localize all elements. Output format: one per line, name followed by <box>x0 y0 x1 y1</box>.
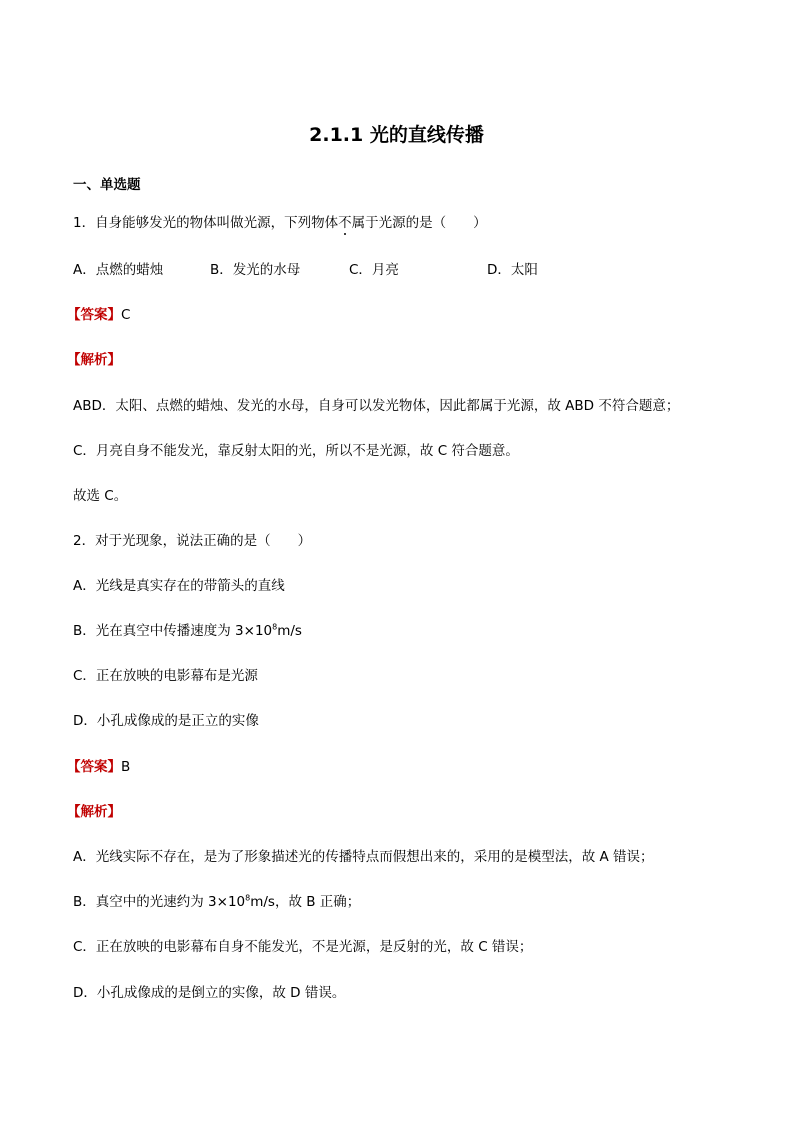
question-1-analysis-line: C．月亮自身不能发光，靠反射太阳的光，所以不是光源，故 C 符合题意。 <box>73 443 519 459</box>
question-2-analysis-b <box>73 892 360 912</box>
analysis-tag: 【解析】 <box>67 352 121 368</box>
question-1-analysis-line: ABD．太阳、点燃的蜡烛、发光的水母，自身可以发光物体，因此都属于光源，故 ABD 不符合题意； <box>73 398 680 414</box>
question-1-answer <box>67 305 130 325</box>
analysis-b-exponent: 8 <box>245 893 251 903</box>
question-2-analysis-d: D．小孔成像成的是倒立的实像，故 D 错误。 <box>73 985 346 1001</box>
question-1-options <box>73 260 723 280</box>
question-2-option-c: C．正在放映的电影幕布是光源 <box>73 668 258 684</box>
question-2-option-d: D．小孔成像成的是正立的实像 <box>73 713 259 729</box>
option-b-exponent: 8 <box>272 622 278 632</box>
section-heading: 一、单选题 <box>73 177 141 193</box>
question-2-stem: 2．对于光现象，说法正确的是（ ） <box>73 533 312 549</box>
question-1-stem-emphasis: 不 <box>338 215 352 231</box>
question-2-analysis-c: C．正在放映的电影幕布自身不能发光，不是光源，是反射的光，故 C 错误； <box>73 939 533 955</box>
analysis-b-pre: B．真空中的光速约为 3×10 <box>73 894 246 910</box>
answer-tag: 【答案】 <box>67 759 121 775</box>
question-2-option-b <box>73 621 302 641</box>
question-1-analysis-line: 故选 C。 <box>73 488 128 504</box>
question-1-stem-post: 属于光源的是（ ） <box>351 215 487 231</box>
question-1-option-d: D．太阳 <box>487 262 538 278</box>
question-2-analysis-a: A．光线实际不存在，是为了形象描述光的传播特点而假想出来的，采用的是模型法，故 A 错误； <box>73 849 654 865</box>
analysis-tag: 【解析】 <box>67 804 121 820</box>
question-2-option-a: A．光线是真实存在的带箭头的直线 <box>73 578 285 594</box>
question-1-stem-pre: 1．自身能够发光的物体叫做光源，下列物体 <box>73 215 339 231</box>
page-title: 2.1.1 光的直线传播 <box>309 124 484 146</box>
option-b-post: m/s <box>277 623 302 639</box>
answer-tag: 【答案】 <box>67 307 121 323</box>
option-b-pre: B．光在真空中传播速度为 3×10 <box>73 623 273 639</box>
question-1-stem <box>73 213 487 233</box>
question-2-analysis-heading <box>67 802 121 822</box>
question-2-answer <box>67 757 130 777</box>
answer-value: C <box>121 307 131 323</box>
question-1-option-c: C．月亮 <box>349 262 399 278</box>
question-1-analysis-heading <box>67 350 121 370</box>
analysis-b-post: m/s，故 B 正确； <box>250 894 361 910</box>
question-1-option-b: B．发光的水母 <box>210 262 301 278</box>
answer-value: B <box>121 759 131 775</box>
question-1-option-a: A．点燃的蜡烛 <box>73 262 164 278</box>
